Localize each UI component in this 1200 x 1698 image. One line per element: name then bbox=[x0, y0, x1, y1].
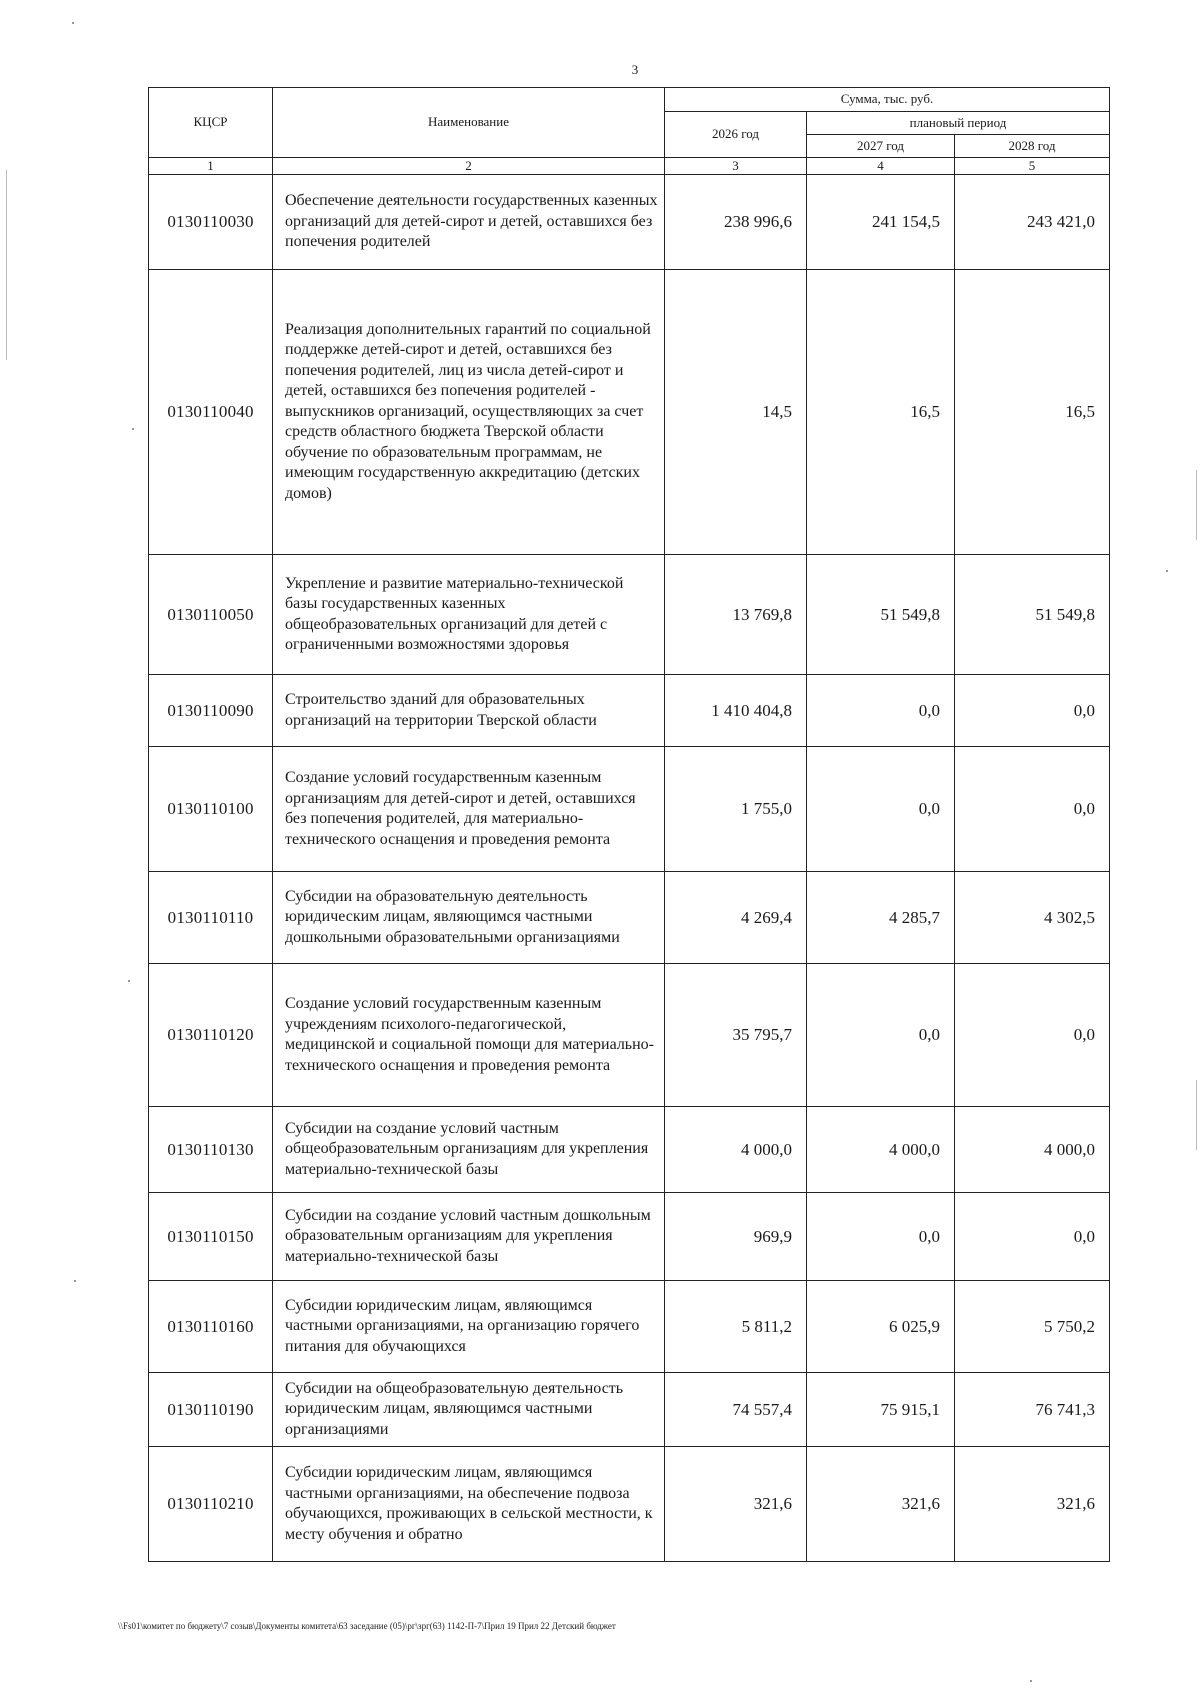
row-value-2026: 14,5 bbox=[665, 270, 807, 555]
row-value-2028: 76 741,3 bbox=[955, 1373, 1110, 1447]
row-value-2027: 0,0 bbox=[807, 1193, 955, 1281]
scan-speck bbox=[128, 980, 130, 982]
table-row bbox=[149, 1447, 1110, 1562]
row-value-2027: 6 025,9 bbox=[807, 1281, 955, 1373]
row-value-2028: 243 421,0 bbox=[955, 175, 1110, 270]
row-value-2027: 4 000,0 bbox=[807, 1107, 955, 1193]
table-row bbox=[149, 747, 1110, 872]
header-name: Наименование bbox=[273, 88, 665, 158]
row-value-2026: 13 769,8 bbox=[665, 555, 807, 675]
row-value-2028: 16,5 bbox=[955, 270, 1110, 555]
row-code: 0130110110 bbox=[149, 872, 273, 964]
scan-speck bbox=[132, 428, 134, 430]
column-number: 1 bbox=[149, 158, 273, 175]
table-row bbox=[149, 675, 1110, 747]
row-code: 0130110100 bbox=[149, 747, 273, 872]
column-number: 5 bbox=[955, 158, 1110, 175]
row-value-2028: 4 302,5 bbox=[955, 872, 1110, 964]
row-code: 0130110130 bbox=[149, 1107, 273, 1193]
row-code: 0130110040 bbox=[149, 270, 273, 555]
page-number: 3 bbox=[631, 62, 639, 77]
row-value-2028: 321,6 bbox=[955, 1447, 1110, 1562]
row-code: 0130110090 bbox=[149, 675, 273, 747]
table-row bbox=[149, 964, 1110, 1107]
table-row bbox=[149, 1281, 1110, 1373]
row-code: 0130110190 bbox=[149, 1373, 273, 1447]
table-row bbox=[149, 1107, 1110, 1193]
row-name: Субсидии на общеобразовательную деятельность юридическим лицам, являющимся частными организациями bbox=[273, 1373, 665, 1447]
header-planning-period: плановый период bbox=[807, 112, 1110, 135]
row-name: Субсидии на создание условий частным дошкольным образовательным организациям для укрепления материально-технической базы bbox=[273, 1193, 665, 1281]
row-value-2026: 1 755,0 bbox=[665, 747, 807, 872]
row-name: Субсидии на образовательную деятельность юридическим лицам, являющимся частными дошкольными образовательными организациями bbox=[273, 872, 665, 964]
row-value-2027: 0,0 bbox=[807, 964, 955, 1107]
row-value-2028: 0,0 bbox=[955, 675, 1110, 747]
row-code: 0130110210 bbox=[149, 1447, 273, 1562]
table-row bbox=[149, 1373, 1110, 1447]
row-value-2026: 5 811,2 bbox=[665, 1281, 807, 1373]
row-value-2026: 4 000,0 bbox=[665, 1107, 807, 1193]
row-value-2028: 51 549,8 bbox=[955, 555, 1110, 675]
table-row bbox=[149, 175, 1110, 270]
scan-speck bbox=[74, 1280, 76, 1282]
row-value-2028: 4 000,0 bbox=[955, 1107, 1110, 1193]
row-value-2026: 1 410 404,8 bbox=[665, 675, 807, 747]
column-number-row bbox=[149, 158, 1110, 175]
scan-edge-mark bbox=[1196, 1080, 1197, 1150]
row-name: Субсидии на создание условий частным общеобразовательным организациям для укрепления материально-технической базы bbox=[273, 1107, 665, 1193]
header-code: КЦСР bbox=[149, 88, 273, 158]
scan-speck bbox=[72, 22, 74, 24]
row-value-2026: 4 269,4 bbox=[665, 872, 807, 964]
header-sum-title: Сумма, тыс. руб. bbox=[665, 88, 1110, 112]
row-value-2027: 0,0 bbox=[807, 675, 955, 747]
row-name: Реализация дополнительных гарантий по социальной поддержке детей-сирот и детей, оставшихся без попечения родителей, лиц из числа детей-сирот и детей, оставшихся без попечения родителей - выпускников организаций, осуществляющих за счет средств областного бюджета Тверской области обучение по образовательным программам, не имеющим государственную аккредитацию (детских домов) bbox=[273, 270, 665, 555]
row-value-2027: 0,0 bbox=[807, 747, 955, 872]
scan-edge-mark bbox=[6, 170, 7, 360]
table-row bbox=[149, 270, 1110, 555]
row-name: Создание условий государственным казенным учреждениям психолого-педагогической, медицинской и социальной помощи для материально-технического оснащения и проведения ремонта bbox=[273, 964, 665, 1107]
scan-speck bbox=[1030, 1680, 1032, 1682]
row-value-2027: 51 549,8 bbox=[807, 555, 955, 675]
row-value-2026: 74 557,4 bbox=[665, 1373, 807, 1447]
table-row bbox=[149, 555, 1110, 675]
row-name: Обеспечение деятельности государственных казенных организаций для детей-сирот и детей, оставшихся без попечения родителей bbox=[273, 175, 665, 270]
row-value-2026: 969,9 bbox=[665, 1193, 807, 1281]
row-value-2026: 35 795,7 bbox=[665, 964, 807, 1107]
row-value-2027: 4 285,7 bbox=[807, 872, 955, 964]
scan-speck bbox=[1166, 570, 1168, 572]
row-value-2027: 16,5 bbox=[807, 270, 955, 555]
column-number: 4 bbox=[807, 158, 955, 175]
row-value-2026: 321,6 bbox=[665, 1447, 807, 1562]
scan-edge-mark bbox=[1196, 470, 1197, 540]
row-value-2027: 75 915,1 bbox=[807, 1373, 955, 1447]
row-value-2028: 0,0 bbox=[955, 964, 1110, 1107]
row-value-2028: 0,0 bbox=[955, 1193, 1110, 1281]
table-row bbox=[149, 872, 1110, 964]
column-number: 3 bbox=[665, 158, 807, 175]
row-name: Укрепление и развитие материально-технической базы государственных казенных общеобразовательных организаций для детей с ограниченными возможностями здоровья bbox=[273, 555, 665, 675]
row-name: Субсидии юридическим лицам, являющимся частными организациями, на организацию горячего питания для обучающихся bbox=[273, 1281, 665, 1373]
row-name: Создание условий государственным казенным организациям для детей-сирот и детей, оставшихся без попечения родителей, для материально-технического оснащения и проведения ремонта bbox=[273, 747, 665, 872]
row-code: 0130110030 bbox=[149, 175, 273, 270]
row-name: Строительство зданий для образовательных организаций на территории Тверской области bbox=[273, 675, 665, 747]
header-year-2026: 2026 год bbox=[665, 112, 807, 158]
table-row bbox=[149, 1193, 1110, 1281]
column-number: 2 bbox=[273, 158, 665, 175]
header-row-1 bbox=[149, 88, 1110, 112]
row-value-2028: 0,0 bbox=[955, 747, 1110, 872]
file-path-footer: \\Fs01\комитет по бюджету\7 созыв\Документы комитета\63 заседание (05)\рг\зрг(63) 1142-П-7\Прил 19 Прил 22 Детский бюджет bbox=[118, 1621, 616, 1631]
row-code: 0130110160 bbox=[149, 1281, 273, 1373]
budget-table bbox=[148, 87, 1110, 1562]
header-year-2027: 2027 год bbox=[807, 135, 955, 158]
row-name: Субсидии юридическим лицам, являющимся частными организациями, на обеспечение подвоза обучающихся, проживающих в сельской местности, к месту обучения и обратно bbox=[273, 1447, 665, 1562]
row-code: 0130110150 bbox=[149, 1193, 273, 1281]
row-value-2027: 241 154,5 bbox=[807, 175, 955, 270]
row-value-2027: 321,6 bbox=[807, 1447, 955, 1562]
row-value-2028: 5 750,2 bbox=[955, 1281, 1110, 1373]
header-year-2028: 2028 год bbox=[955, 135, 1110, 158]
row-code: 0130110120 bbox=[149, 964, 273, 1107]
row-code: 0130110050 bbox=[149, 555, 273, 675]
row-value-2026: 238 996,6 bbox=[665, 175, 807, 270]
